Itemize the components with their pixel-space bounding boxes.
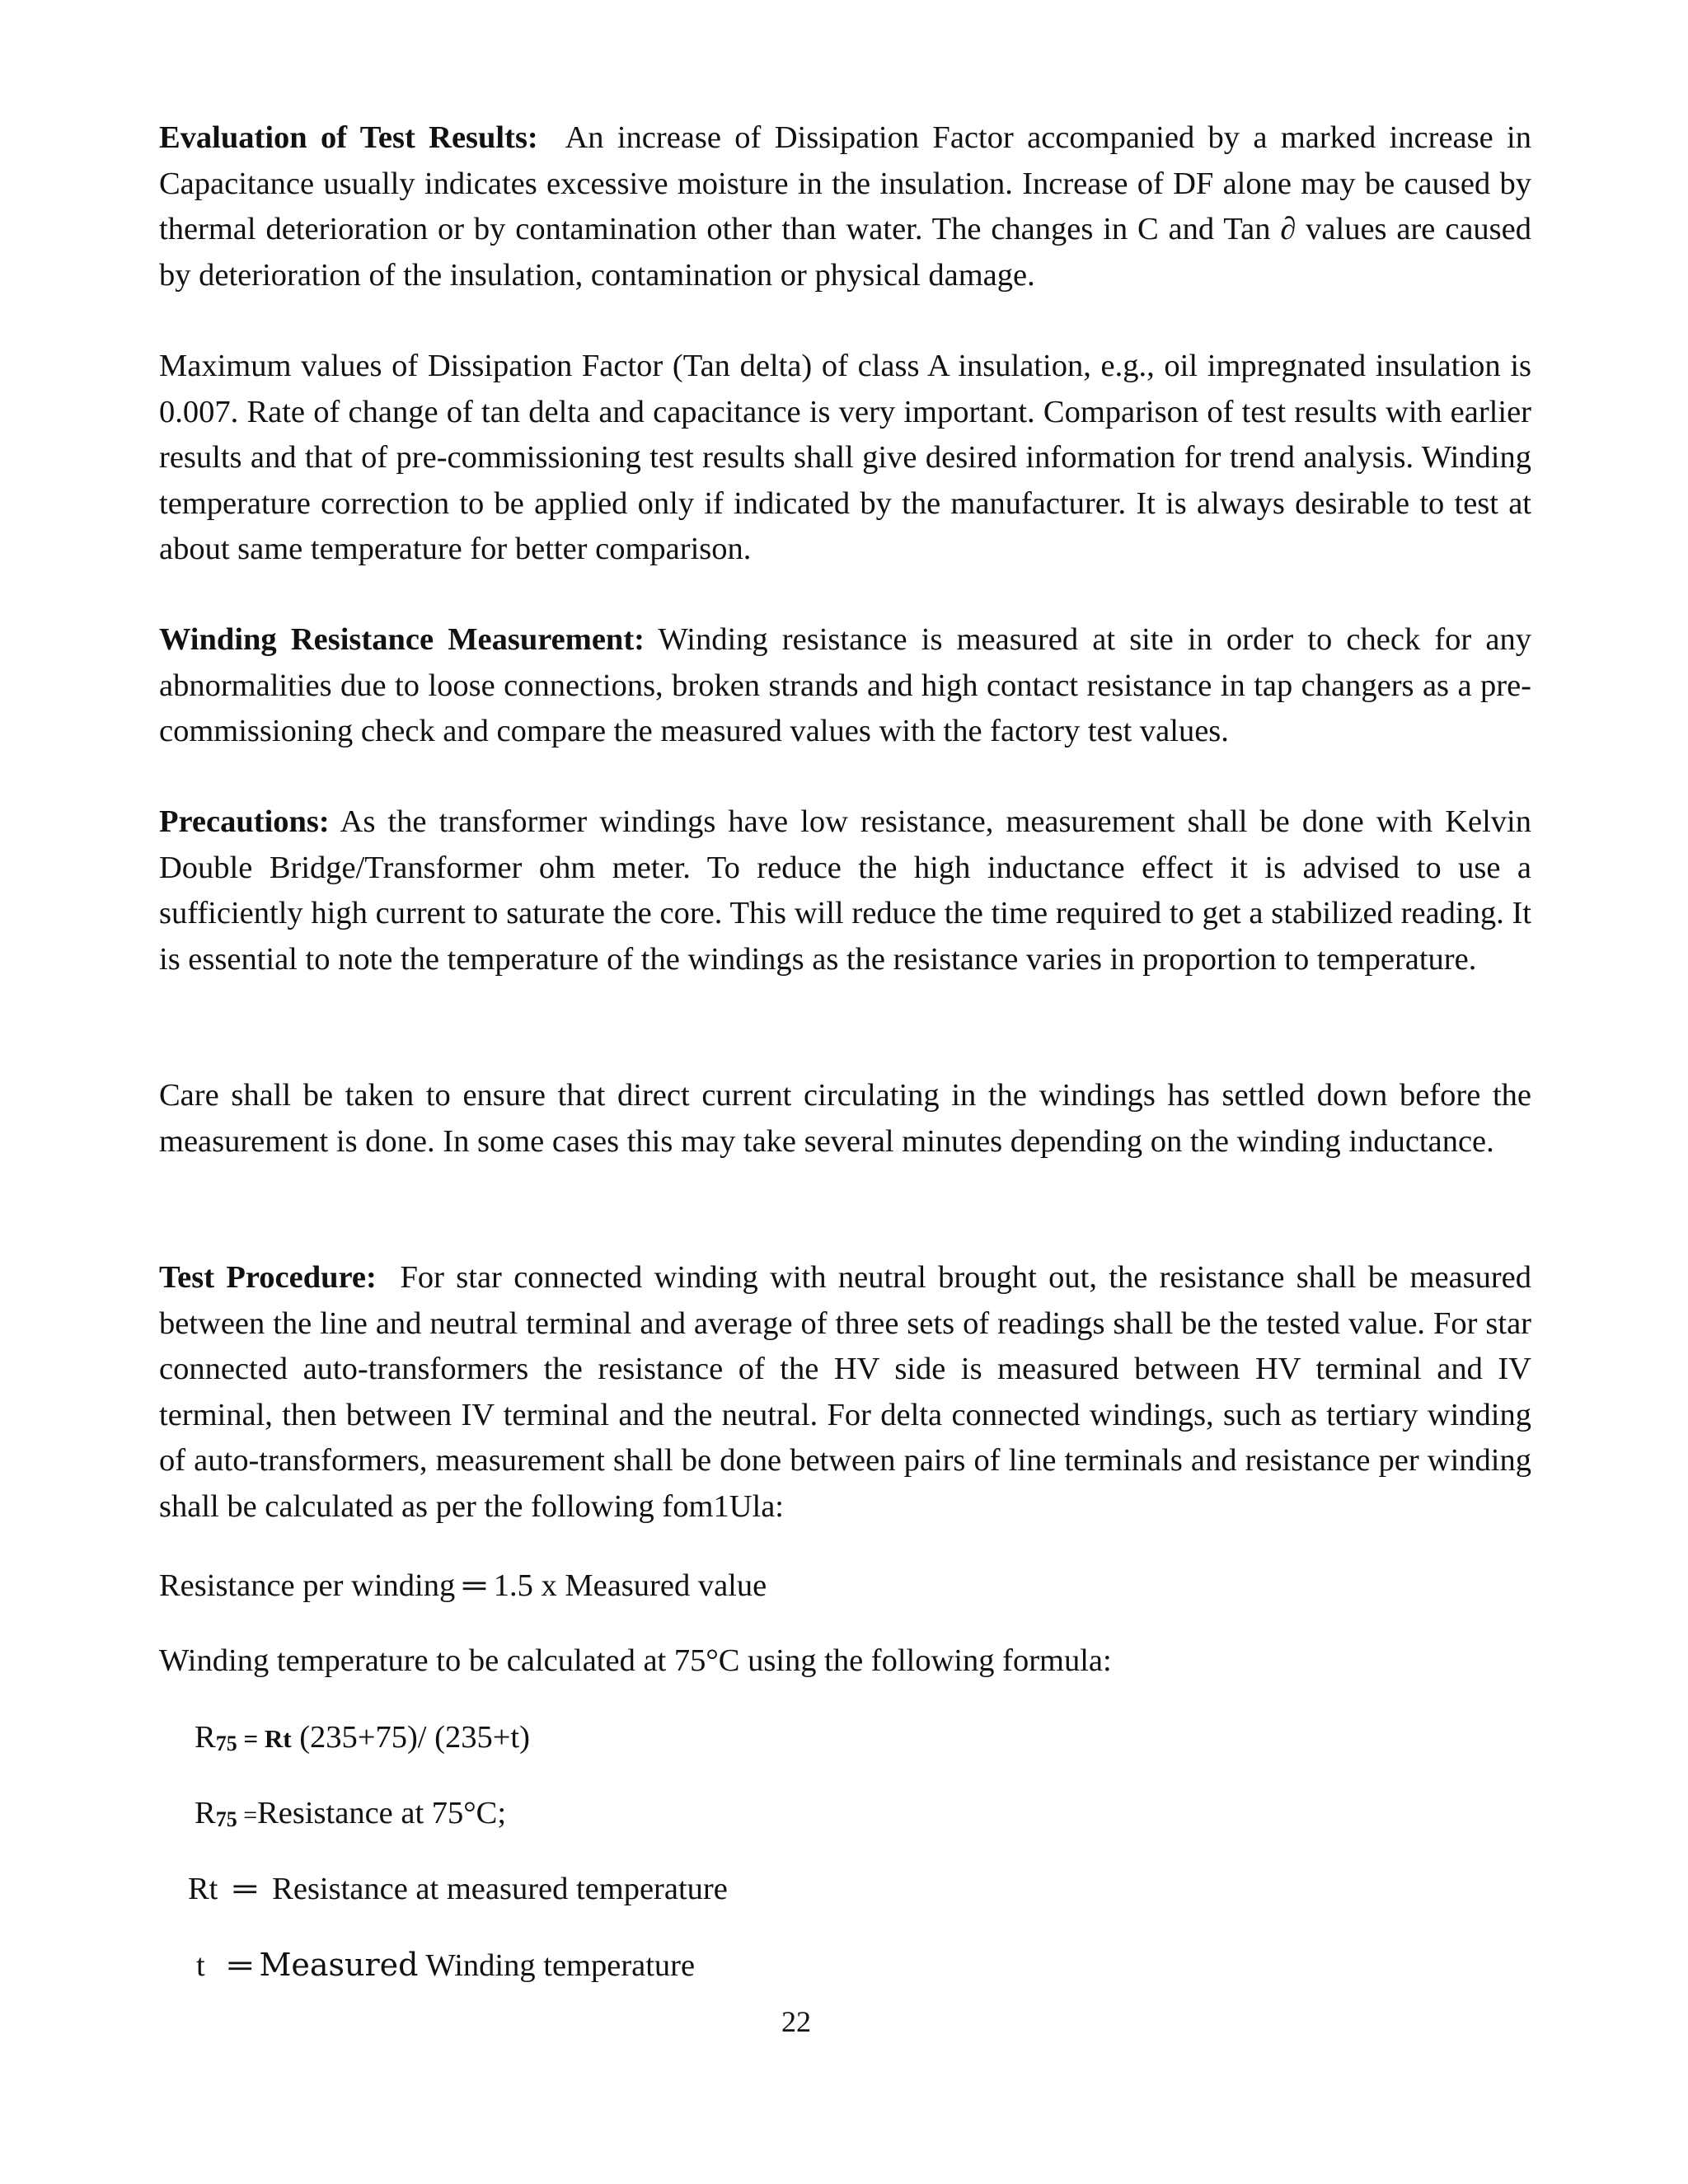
text-test-procedure: For star connected winding with neutral brought out, the resistance shall be measured between the line and neutral terminal and average of three sets of readings shall be the tested value. For star connected auto-transformers the resistance of the HV side is measured between HV terminal and IV terminal, then between IV terminal and the neutral. For delta connected windings, such as tertiary winding of auto-transformers, measurement shall be done between pairs of line terminals and resistance per winding shall be calculated as per the following fom1Ula: xyxy=(159,1260,1532,1524)
def-t-measured: Measured xyxy=(259,1947,419,1983)
heading-winding-resistance: Winding Resistance Measurement: xyxy=(159,622,645,657)
text-care: Care shall be taken to ensure that direct current circulating in the windings has settled down before the measurement is done. In some cases this may take several minutes depending on the winding inductance. xyxy=(159,1078,1531,1159)
eq-rest: (235+75)/ (235+t) xyxy=(291,1720,530,1755)
def-rt-equals: ═ xyxy=(218,1872,273,1906)
main-equation xyxy=(195,1718,530,1760)
heading-precautions: Precautions: xyxy=(159,804,330,839)
def-r75-equals: = xyxy=(237,1802,258,1829)
paragraph-care xyxy=(159,1073,1531,1165)
def-r75-meaning: Resistance at 75°C; xyxy=(257,1796,507,1830)
heading-evaluation: Evaluation of Test Results: xyxy=(159,120,538,155)
paragraph-test-procedure xyxy=(159,1255,1531,1530)
def-rt-meaning: Resistance at measured temperature xyxy=(272,1872,728,1906)
page-number-text: 22 xyxy=(781,2005,811,2038)
def-t-equals: ═ xyxy=(204,1948,260,1983)
paragraph-max-values xyxy=(159,344,1531,573)
text-evaluation: An increase of Dissipation Factor accompanied by a marked increase in Capacitance usually indicates excessive moisture in the insulation. Increase of DF alone may be caused by thermal deterioration or by contamination other than water. The changes in C and Tan ∂ values are caused by deterioration of the insulation, contamination or physical damage. xyxy=(159,120,1531,293)
paragraph-evaluation xyxy=(159,115,1531,298)
definition-t xyxy=(196,1945,695,1985)
eq-rt: Rt xyxy=(264,1724,292,1753)
definition-rt xyxy=(188,1869,728,1909)
eq-equals: = xyxy=(237,1724,265,1753)
text-winding-resistance: Winding resistance is measured at site in order to check for any abnormalities due to loose connections, broken strands and high contact resistance in tap changers as a pre-commissioning check and compare the measured values with the factory test values. xyxy=(159,622,1531,748)
text-precautions: As the transformer windings have low resistance, measurement shall be done with Kelvin Double Bridge/Transformer ohm meter. To reduce the high inductance effect it is advised to use a sufficiently high current to saturate the core. This will reduce the time required to get a stabilized reading. It is essential to note the temperature of the windings as the resistance varies in proportion to temperature. xyxy=(159,804,1531,977)
formula-temperature-intro: Winding temperature to be calculated at 75°C using the following formula: xyxy=(159,1643,1112,1678)
def-r75-base: R xyxy=(195,1796,216,1830)
text-max-values: Maximum values of Dissipation Factor (Tan delta) of class A insulation, e.g., oil impregnated insulation is 0.007. Rate of change of tan delta and capacitance is very important. Comparison of test results with earlier results and that of pre-commissioning test results shall give desired information for trend analysis. Winding temperature correction to be applied only if indicated by the manufacturer. It is always desirable to test at about same temperature for better comparison. xyxy=(159,349,1531,566)
paragraph-precautions xyxy=(159,799,1531,982)
eq-r-sub: 75 xyxy=(215,1732,237,1755)
def-t-name: t xyxy=(196,1948,205,1983)
heading-test-procedure: Test Procedure: xyxy=(159,1260,377,1295)
def-t-meaning: Winding temperature xyxy=(418,1948,696,1983)
eq-r-base: R xyxy=(195,1720,216,1755)
def-rt-name: Rt xyxy=(188,1872,218,1906)
page-number xyxy=(0,2004,1688,2040)
definition-r75 xyxy=(195,1793,506,1836)
def-r75-sub: 75 xyxy=(215,1807,237,1831)
paragraph-winding-resistance xyxy=(159,617,1531,755)
formula-resistance-per-winding: Resistance per winding ═ 1.5 x Measured value xyxy=(159,1568,767,1603)
